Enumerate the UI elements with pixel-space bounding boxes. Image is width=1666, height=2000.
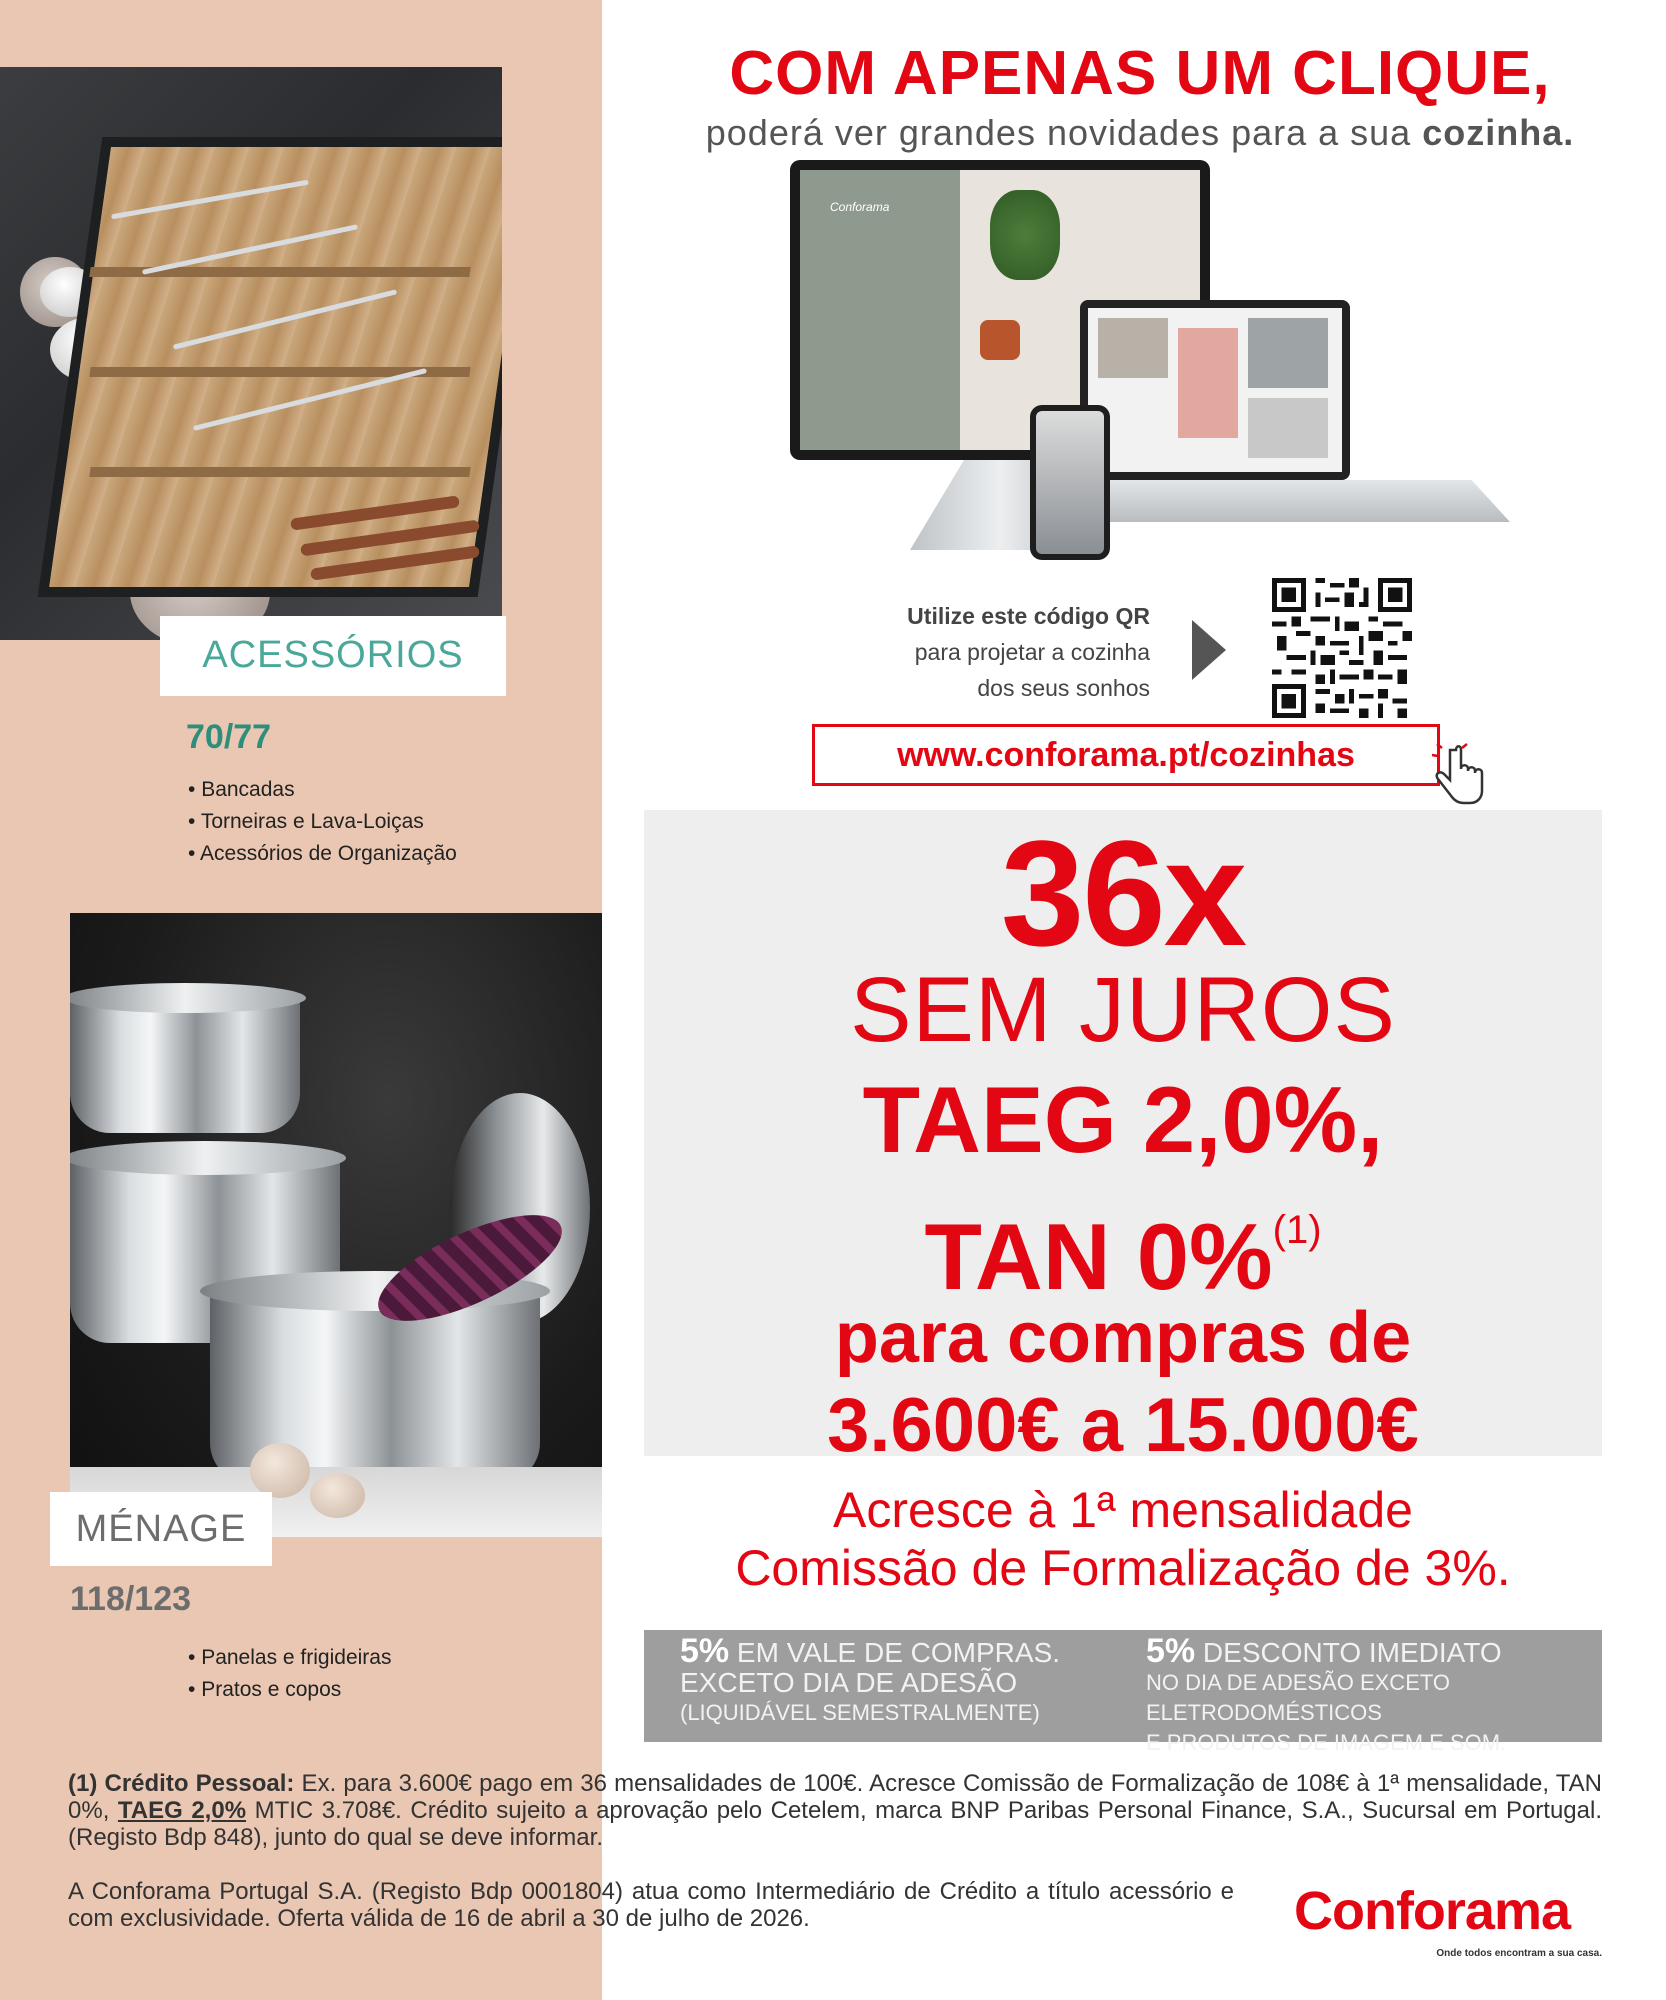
- brand-tagline: Onde todos encontram a sua casa.: [1436, 1948, 1602, 1959]
- qr-code-icon[interactable]: [1272, 578, 1412, 718]
- pot-rim: [70, 1141, 346, 1175]
- legal-taeg: TAEG 2,0%: [117, 1797, 247, 1824]
- offer-tan-text: TAN 0%: [924, 1204, 1273, 1309]
- bonus-voucher: [680, 1632, 1061, 1728]
- devices-illustration: [780, 160, 1520, 590]
- legal-disclaimer: [68, 1770, 1602, 1851]
- subheadline-bold: cozinha.: [1422, 112, 1575, 153]
- pot-rim: [70, 983, 306, 1013]
- offer-no-interest: SEM JUROS: [850, 959, 1396, 1061]
- legal-label: (1) Crédito Pessoal:: [68, 1770, 295, 1797]
- list-item: • Torneiras e Lava-Loiças: [188, 806, 457, 838]
- offer-fee-amount: Comissão de Formalização de 3%.: [735, 1540, 1511, 1596]
- laptop-image: [1080, 300, 1350, 480]
- hand-pointer-icon: [1428, 742, 1488, 810]
- bonus-discount-line: NO DIA DE ADESÃO EXCETO: [1146, 1670, 1451, 1695]
- plant-image: [990, 190, 1060, 280]
- bonus-discount: [1146, 1632, 1507, 1758]
- qr-instructions: [760, 598, 1150, 706]
- bonus-discount-line: ELETRODOMÉSTICOS: [1146, 1700, 1382, 1725]
- bonus-voucher-line: EXCETO DIA DE ADESÃO: [680, 1667, 1018, 1698]
- legal-text: Ex. para 3.600€ pago em 36 mensalidades de 100€. Acresce Comissão de Formalização de 108€ à 1ª mensalidade, TAN 0%,: [68, 1770, 1602, 1824]
- qr-text-line: para projetar a cozinha: [914, 639, 1150, 665]
- chair-image: [980, 320, 1020, 360]
- arrow-right-icon: [1192, 620, 1226, 680]
- phone-image: [1030, 405, 1110, 560]
- qr-text-line: Utilize este código QR: [907, 603, 1150, 629]
- screen-block: [1248, 318, 1328, 388]
- list-item: • Pratos e copos: [188, 1674, 391, 1706]
- screen-block: [1248, 398, 1328, 458]
- screen-block: [1178, 328, 1238, 438]
- section-menage-title-box: [50, 1492, 272, 1566]
- offer-taeg: TAEG 2,0%,: [862, 1067, 1384, 1172]
- garlic-image: [250, 1443, 310, 1498]
- section-accessories-title-box: [160, 616, 506, 696]
- bonus-discount-pct: 5%: [1146, 1632, 1196, 1670]
- section-menage-title: MÉNAGE: [75, 1508, 247, 1550]
- organizer-divider: [89, 467, 470, 477]
- offer-installments: 36x: [1000, 809, 1246, 977]
- section-accessories-pages: 70/77: [186, 718, 272, 756]
- section-menage-list: [188, 1642, 391, 1706]
- list-item: • Acessórios de Organização: [188, 838, 457, 870]
- offer-price-range: 3.600€ a 15.000€: [827, 1383, 1419, 1468]
- conforama-logo: Conforama: [1293, 1881, 1571, 1941]
- cookware-photo: [70, 913, 602, 1537]
- legal-intermediary: A Conforama Portugal S.A. (Registo Bdp 0001804) atua como Intermediário de Crédito a título acessório e com exclusividade. Oferta válida de 16 de abril a 30 de julho de 2026.: [68, 1878, 1234, 1932]
- offer-fee-note: Acresce à 1ª mensalidade: [833, 1482, 1413, 1538]
- phone-screen: [1036, 411, 1104, 554]
- headline: COM APENAS UM CLIQUE,: [729, 39, 1551, 108]
- section-accessories-list: [188, 774, 457, 870]
- drawer-accessories-photo: [0, 67, 502, 640]
- laptop-screen: [1088, 308, 1342, 472]
- offer-purchases-label: para compras de: [834, 1298, 1412, 1378]
- bonus-voucher-line: (LIQUIDÁVEL SEMESTRALMENTE): [680, 1700, 1040, 1725]
- bonus-voucher-line: EM VALE DE COMPRAS.: [736, 1637, 1061, 1668]
- footnote-marker: (1): [1272, 1208, 1322, 1252]
- bonus-voucher-pct: 5%: [680, 1632, 730, 1670]
- website-link[interactable]: www.conforama.pt/cozinhas: [812, 724, 1440, 786]
- list-item: • Panelas e frigideiras: [188, 1642, 391, 1674]
- bonus-discount-line: DESCONTO IMEDIATO: [1202, 1637, 1502, 1668]
- subheadline: [640, 112, 1640, 154]
- qr-text-line: dos seus sonhos: [977, 675, 1150, 701]
- garlic-image: [310, 1473, 365, 1518]
- pot-image: [70, 993, 300, 1133]
- bonus-discount-line: E PRODUTOS DE IMAGEM E SOM.: [1146, 1730, 1507, 1755]
- screen-logo: Conforama: [830, 200, 890, 214]
- offer-tan: [644, 1180, 1602, 1307]
- section-accessories-title: ACESSÓRIOS: [202, 634, 464, 676]
- screen-block: [1098, 318, 1168, 378]
- legal-text: MTIC 3.708€. Crédito sujeito a aprovação pelo Cetelem, marca BNP Paribas Personal Finance, S.A., Sucursal em Portugal. (Registo Bdp 848), junto do qual se deve informar.: [68, 1797, 1603, 1851]
- section-menage-pages: 118/123: [70, 1580, 192, 1618]
- list-item: • Bancadas: [188, 774, 457, 806]
- subheadline-text: poderá ver grandes novidades para a sua: [705, 112, 1423, 153]
